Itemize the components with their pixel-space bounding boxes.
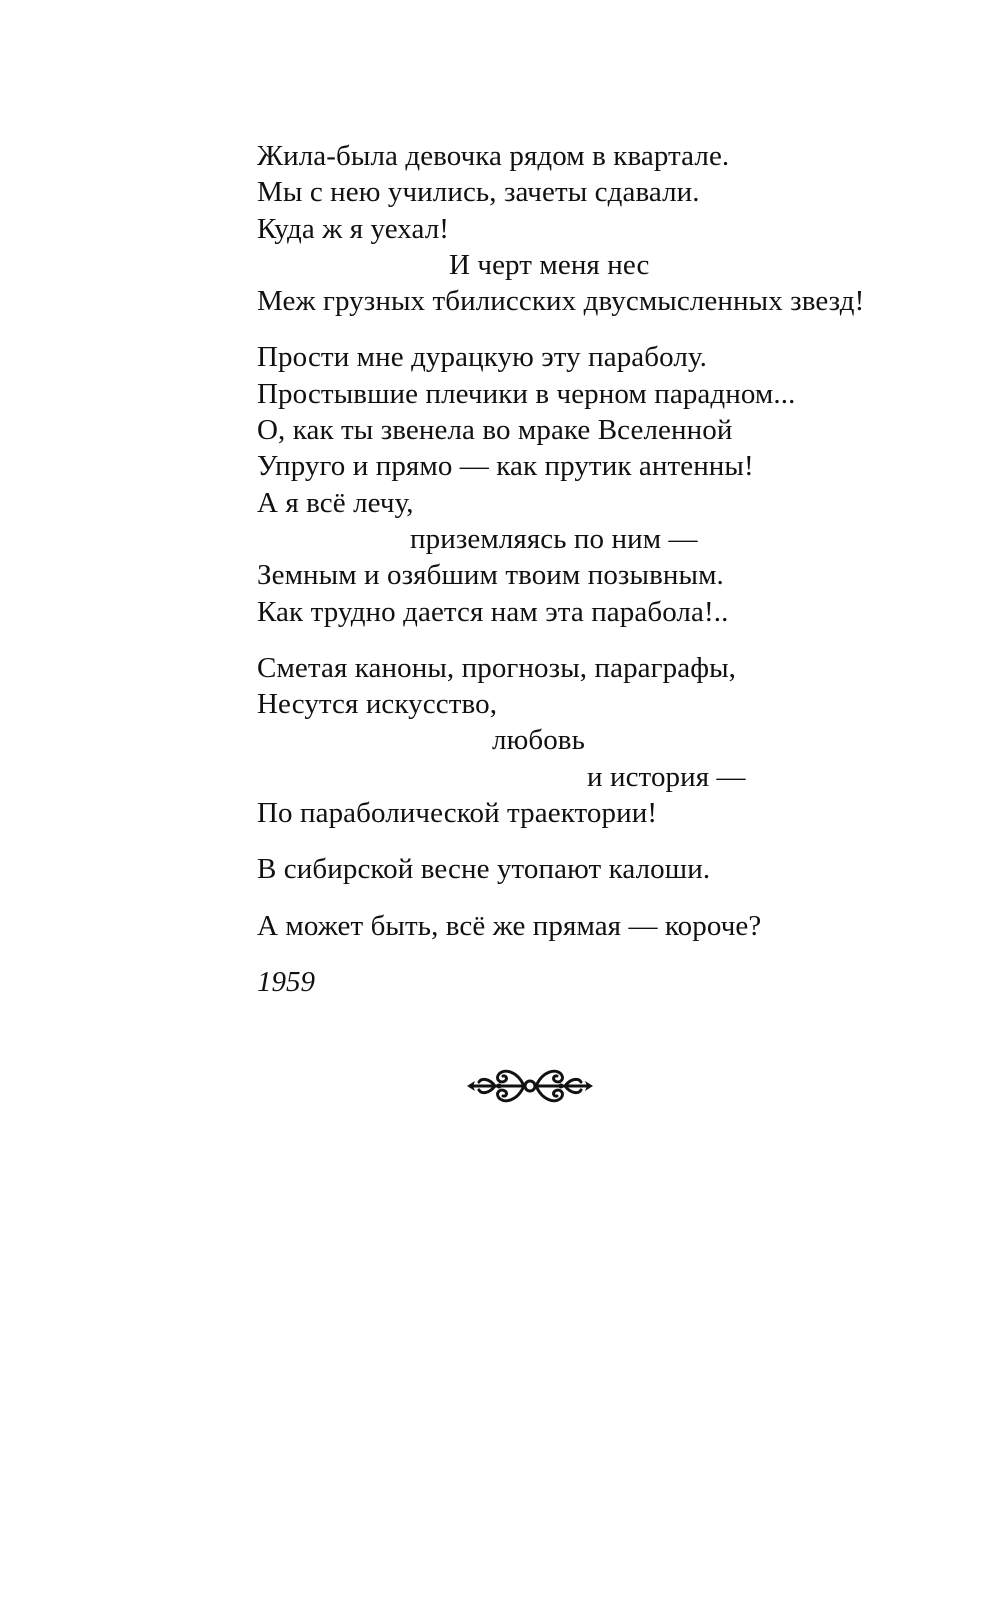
poem-line: и история — — [587, 760, 746, 793]
poem-line: Сметая каноны, прогнозы, параграфы, — [257, 651, 737, 684]
poem-line: А может быть, всё же прямая — короче? — [257, 909, 762, 942]
poem-year: 1959 — [257, 965, 315, 998]
poem-line: Несутся искусство, — [257, 688, 498, 721]
poem-line: А я всё лечу, — [257, 486, 414, 519]
poem-line: Земным и озябшим твоим позывным. — [257, 559, 724, 592]
poem-line: Простывшие плечики в черном парадном... — [257, 377, 796, 410]
poem-line: Жила-была девочка рядом в квартале. — [257, 140, 730, 172]
poem-line: приземляясь по ним — — [410, 522, 698, 555]
poem-line: Прости мне дурацкую эту параболу. — [257, 341, 707, 374]
poem-line: Мы с нею учились, зачеты сдавали. — [257, 176, 700, 209]
stanza — [257, 908, 957, 944]
poem-line: О, как ты звенела во мраке Вселенной — [257, 414, 733, 447]
poem-body — [257, 138, 957, 1000]
stanza — [257, 138, 957, 319]
poem-line: Куда ж я уехал! — [257, 212, 450, 245]
stanza — [257, 339, 957, 629]
stanza — [257, 650, 957, 831]
poem-line: Меж грузных тбилисских двусмысленных звезд! — [257, 285, 865, 318]
poem-line: Как трудно дается нам эта парабола!.. — [257, 595, 729, 628]
stanza — [257, 851, 957, 887]
poem-line: любовь — [492, 724, 585, 757]
poem-line: Упруго и прямо — как прутик антенны! — [257, 450, 754, 483]
poem-line: В сибирской весне утопают калоши. — [257, 853, 711, 886]
poem-line: По параболической траектории! — [257, 797, 658, 830]
flourish-ornament-icon — [465, 1058, 595, 1114]
poem-line: И черт меня нес — [449, 248, 650, 281]
